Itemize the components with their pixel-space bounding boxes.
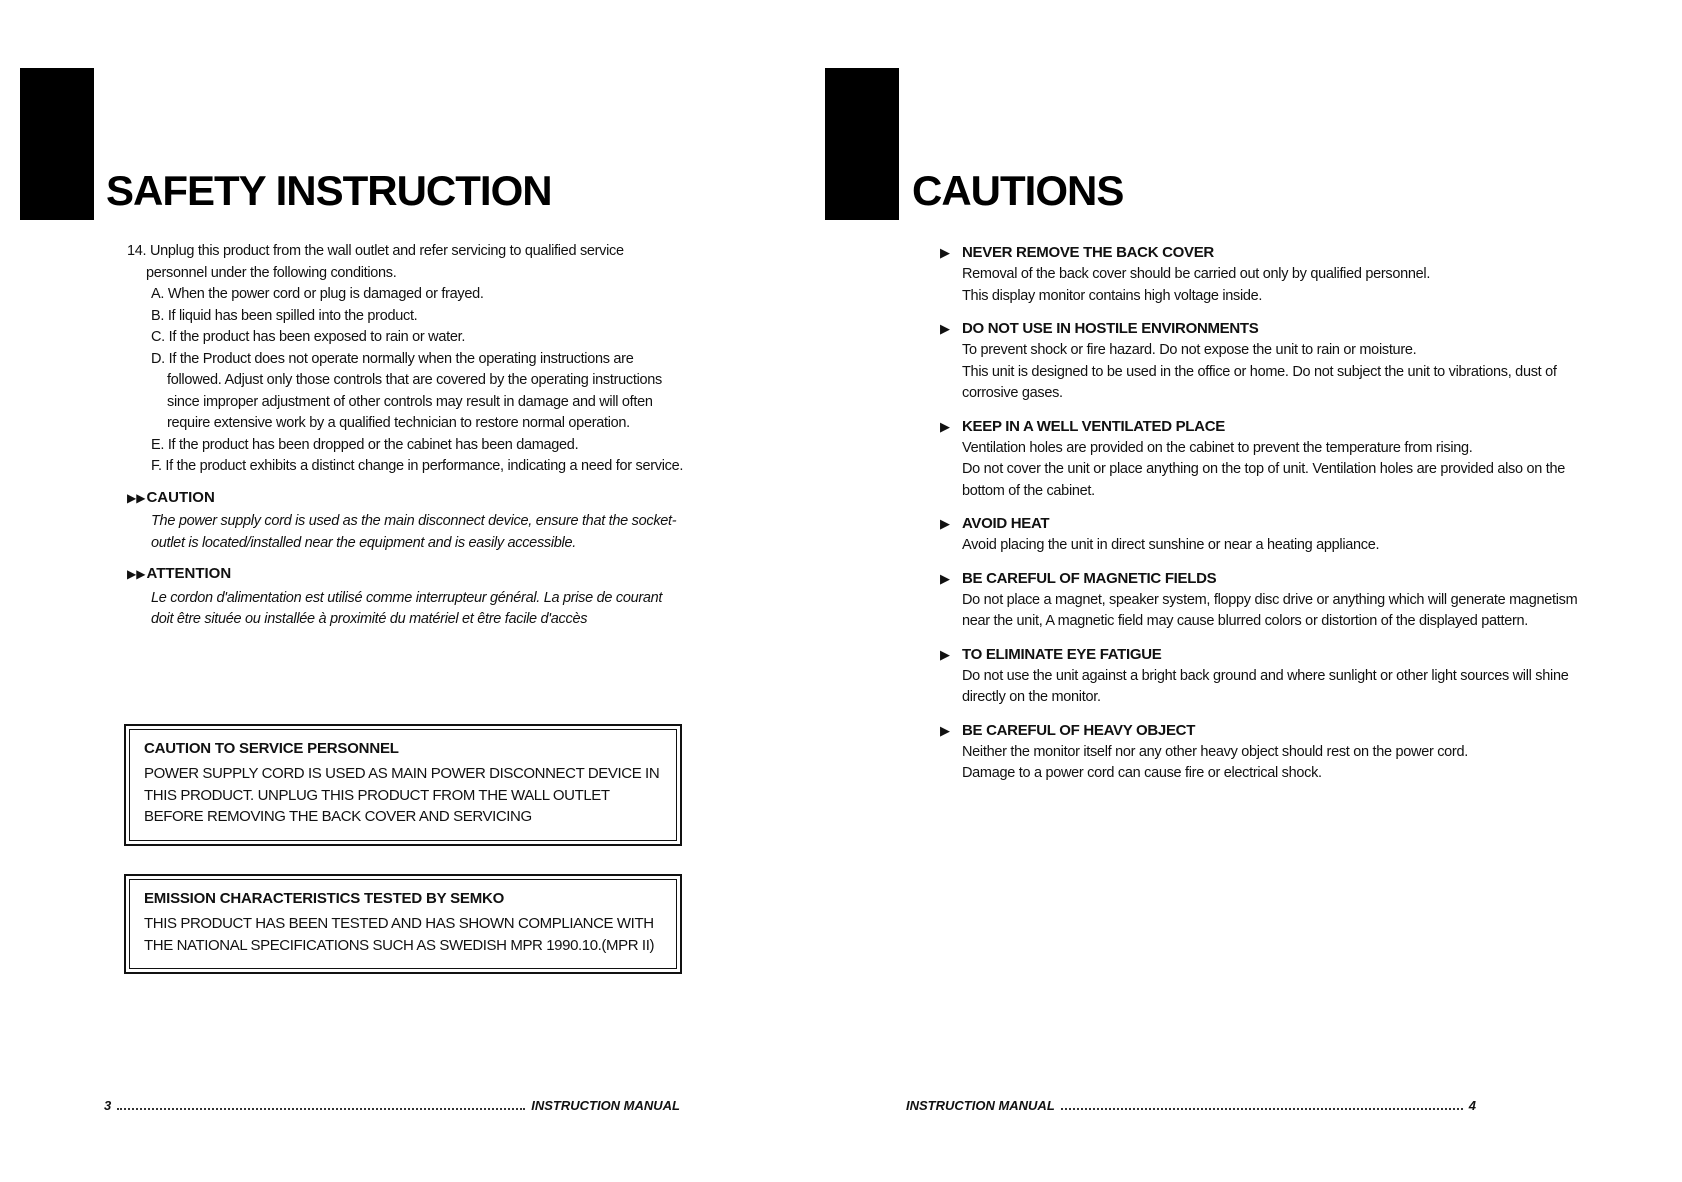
caution-item <box>940 318 1580 405</box>
condition-item: E. If the product has been dropped or the cabinet has been damaged. <box>151 436 579 453</box>
triangle-bullet-icon: ▶ <box>940 646 950 662</box>
triangle-bullet-icon: ▶ <box>940 245 950 260</box>
footer-label: INSTRUCTION MANUAL <box>906 1098 1055 1113</box>
page-title: CAUTIONS <box>912 167 1124 214</box>
caution-text: Ventilation holes are provided on the cabinet to prevent the temperature from rising. <box>962 439 1473 456</box>
caution-text: Removal of the back cover should be carried out only by qualified personnel. <box>962 266 1431 282</box>
caution-item <box>940 242 1580 307</box>
footer-dot-leader <box>117 1108 525 1110</box>
caution-item <box>940 513 1580 557</box>
triangle-bullet-icon: ▶ <box>940 418 950 434</box>
triangle-bullet-icon: ▶ <box>940 570 950 586</box>
condition-item: D. If the Product does not operate normally when the operating instructions are followed. Adjust only those controls that are covered by the operating instructions since improper adjustment of other controls may result in damage and will often require extensive work by a qualified technician to restore normal operation. <box>151 350 662 431</box>
service-personnel-box <box>124 724 682 846</box>
caution-title: KEEP IN A WELL VENTILATED PLACE <box>962 417 1225 435</box>
caution-heading: ▶▶CAUTION <box>127 488 215 506</box>
page-number: 3 <box>104 1098 112 1113</box>
caution-title: BE CAREFUL OF HEAVY OBJECT <box>962 721 1196 739</box>
attention-heading: ▶▶ATTENTION <box>127 565 232 582</box>
safety-instruction-item-14 <box>127 241 687 631</box>
service-box-text: POWER SUPPLY CORD IS USED AS MAIN POWER DISCONNECT DEVICE IN THIS PRODUCT. UNPLUG THIS PRODUCT FROM THE WALL OUTLET BEFORE REMOVING THE BACK COVER AND SERVICING <box>144 765 660 825</box>
section-tab-marker <box>20 68 94 220</box>
caution-item <box>940 720 1580 785</box>
emission-box-text: THIS PRODUCT HAS BEEN TESTED AND HAS SHOWN COMPLIANCE WITH THE NATIONAL SPECIFICATIONS SUCH AS SWEDISH MPR 1990.10.(MPR II) <box>144 915 655 954</box>
caution-item <box>940 644 1580 709</box>
condition-item: A. When the power cord or plug is damaged or frayed. <box>151 286 484 302</box>
caution-item <box>940 416 1580 503</box>
triangle-bullet-icon: ▶ <box>940 722 950 738</box>
service-box-title: CAUTION TO SERVICE PERSONNEL <box>144 740 399 757</box>
caution-item <box>940 568 1580 633</box>
right-page <box>841 0 1682 1182</box>
caution-title: BE CAREFUL OF MAGNETIC FIELDS <box>962 569 1217 587</box>
caution-text: Do not cover the unit or place anything on the top of unit. Ventilation holes are provided also on the bottom of the cabinet. <box>962 461 1565 499</box>
page-number: 4 <box>1468 1098 1476 1113</box>
page-footer <box>906 1098 1476 1113</box>
caution-text: Do not place a magnet, speaker system, floppy disc drive or anything which will generate magnetism near the unit, A magnetic field may cause blurred colors or distortion of the displayed pattern. <box>962 591 1578 629</box>
double-arrow-icon: ▶▶ <box>127 490 146 505</box>
condition-item: F. If the product exhibits a distinct change in performance, indicating a need for service. <box>151 458 684 474</box>
emission-characteristics-box <box>124 874 682 974</box>
caution-title: TO ELIMINATE EYE FATIGUE <box>962 645 1162 663</box>
condition-item: C. If the product has been exposed to rain or water. <box>151 329 466 345</box>
section-tab-marker <box>825 68 899 220</box>
item-14-text: 14. Unplug this product from the wall outlet and refer servicing to qualified service personnel under the following conditions. <box>127 243 624 281</box>
caution-text: This unit is designed to be used in the office or home. Do not subject the unit to vibrations, dust of corrosive gases. <box>962 363 1557 401</box>
caution-text: Avoid placing the unit in direct sunshine or near a heating appliance. <box>962 537 1380 553</box>
caution-text: Damage to a power cord can cause fire or electrical shock. <box>962 765 1322 781</box>
footer-dot-leader <box>1061 1108 1463 1110</box>
caution-text: The power supply cord is used as the main disconnect device, ensure that the socket-outlet is located/installed near the equipment and is easily accessible. <box>151 513 677 551</box>
caution-text: Do not use the unit against a bright back ground and where sunlight or other light sources will shine directly on the monitor. <box>962 667 1569 705</box>
caution-title: DO NOT USE IN HOSTILE ENVIRONMENTS <box>962 320 1259 337</box>
caution-title: NEVER REMOVE THE BACK COVER <box>962 244 1214 261</box>
footer-label: INSTRUCTION MANUAL <box>531 1098 680 1113</box>
triangle-bullet-icon: ▶ <box>940 321 950 336</box>
condition-item: B. If liquid has been spilled into the product. <box>151 307 418 324</box>
condition-list <box>127 284 687 478</box>
page-title: SAFETY INSTRUCTION <box>106 167 552 214</box>
caution-text: Neither the monitor itself nor any other heavy object should rest on the power cord. <box>962 743 1468 760</box>
page-footer <box>104 1098 680 1113</box>
emission-box-title: EMISSION CHARACTERISTICS TESTED BY SEMKO <box>144 890 505 907</box>
caution-text: To prevent shock or fire hazard. Do not expose the unit to rain or moisture. <box>962 342 1417 358</box>
double-arrow-icon: ▶▶ <box>127 567 146 581</box>
triangle-bullet-icon: ▶ <box>940 516 950 531</box>
attention-text: Le cordon d'alimentation est utilisé comme interrupteur général. La prise de courant doit être située ou installée à proximité du matériel et être facile d'accès <box>151 589 663 627</box>
caution-text: This display monitor contains high voltage inside. <box>962 287 1263 304</box>
cautions-list <box>940 242 1580 796</box>
caution-title: AVOID HEAT <box>962 515 1050 532</box>
